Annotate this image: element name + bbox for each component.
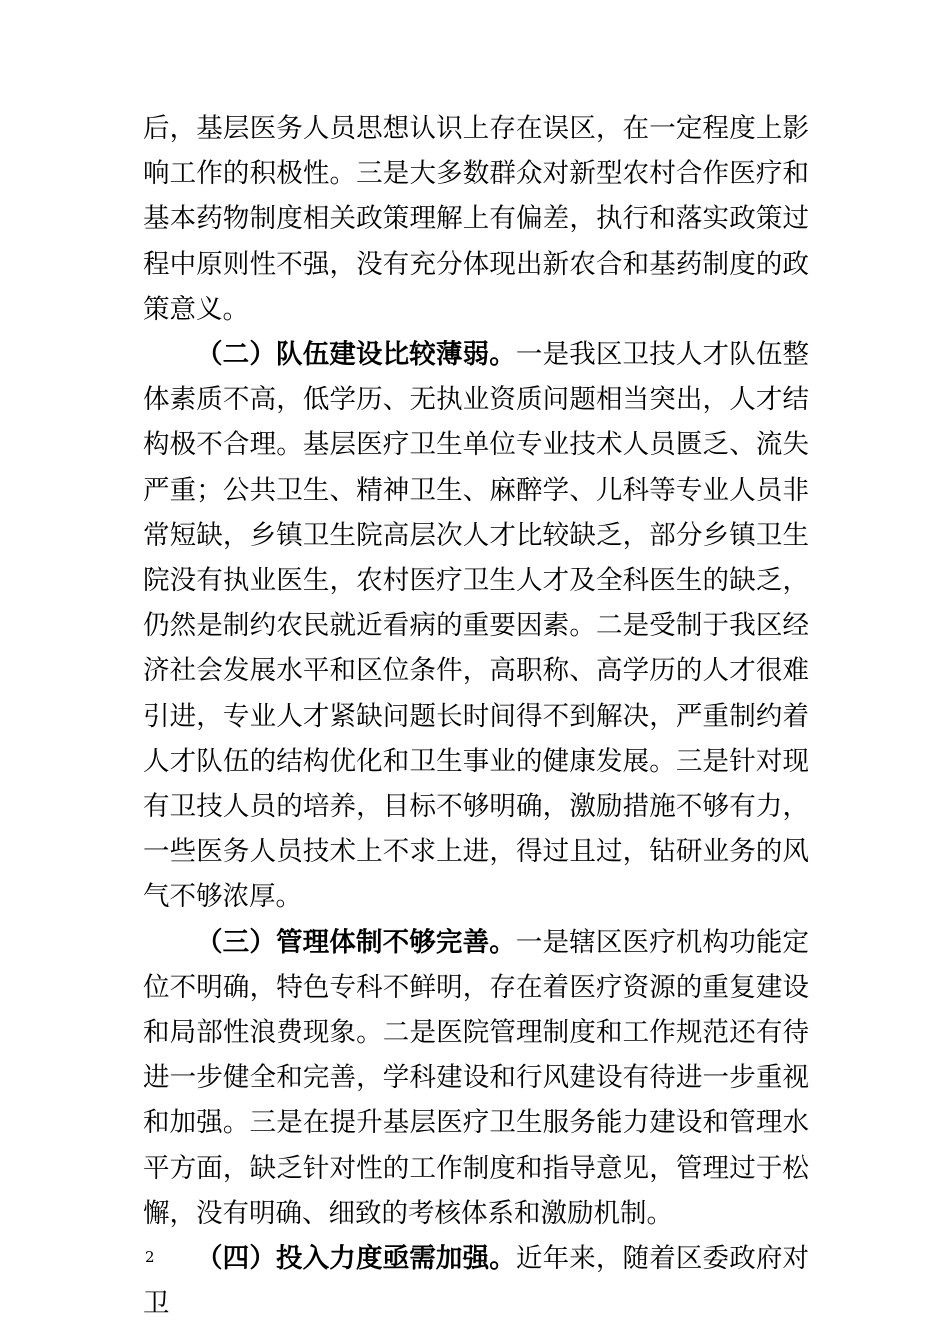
section-4-heading: （四）投入力度亟需加强。 (196, 1243, 516, 1275)
section-3-paragraph (143, 920, 809, 1236)
section-3-text: 一是辖区医疗机构功能定位不明确，特色专科不鲜明，存在着医疗资源的重复建设和局部性浪费现象。二是医院管理制度和工作规范还有待进一步健全和完善，学科建设和行风建设有待进一步重视和加强。三是在提升基层医疗卫生服务能力建设和管理水平方面，缺乏针对性的工作制度和指导意见，管理过于松懈，没有明确、细致的考核体系和激励机制。 (143, 926, 810, 1229)
page-number: 2 (145, 1248, 155, 1266)
document-body (143, 106, 809, 1326)
paragraph-text: 后，基层医务人员思想认识上存在误区，在一定程度上影响工作的积极性。三是大多数群众对新型农村合作医疗和基本药物制度相关政策理解上有偏差，执行和落实政策过程中原则性不强，没有充分体现出新农合和基药制度的政策意义。 (143, 113, 809, 325)
section-2-text: 一是我区卫技人才队伍整体素质不高，低学历、无执业资质问题相当突出，人才结构极不合理。基层医疗卫生单位专业技术人员匮乏、流失严重；公共卫生、精神卫生、麻醉学、儿科等专业人员非常短缺，乡镇卫生院高层次人才比较缺乏，部分乡镇卫生院没有执业医生，农村医疗卫生人才及全科医生的缺乏，仍然是制约农民就近看病的重要因素。二是受制于我区经济社会发展水平和区位条件，高职称、高学历的人才很难引进，专业人才紧缺问题长时间得不到解决，严重制约着人才队伍的结构优化和卫生事业的健康发展。三是针对现有卫技人员的培养，目标不够明确，激励措施不够有力，一些医务人员技术上不求上进，得过且过，钻研业务的风气不够浓厚。 (143, 339, 810, 913)
paragraph-continuation (143, 106, 809, 332)
section-2-heading: （二）队伍建设比较薄弱。 (196, 339, 516, 371)
section-4-text: 近年来，随着区委政府对卫 (143, 1243, 810, 1320)
section-4-paragraph (143, 1236, 809, 1326)
section-3-heading: （三）管理体制不够完善。 (196, 926, 516, 958)
section-2-paragraph (143, 332, 809, 920)
